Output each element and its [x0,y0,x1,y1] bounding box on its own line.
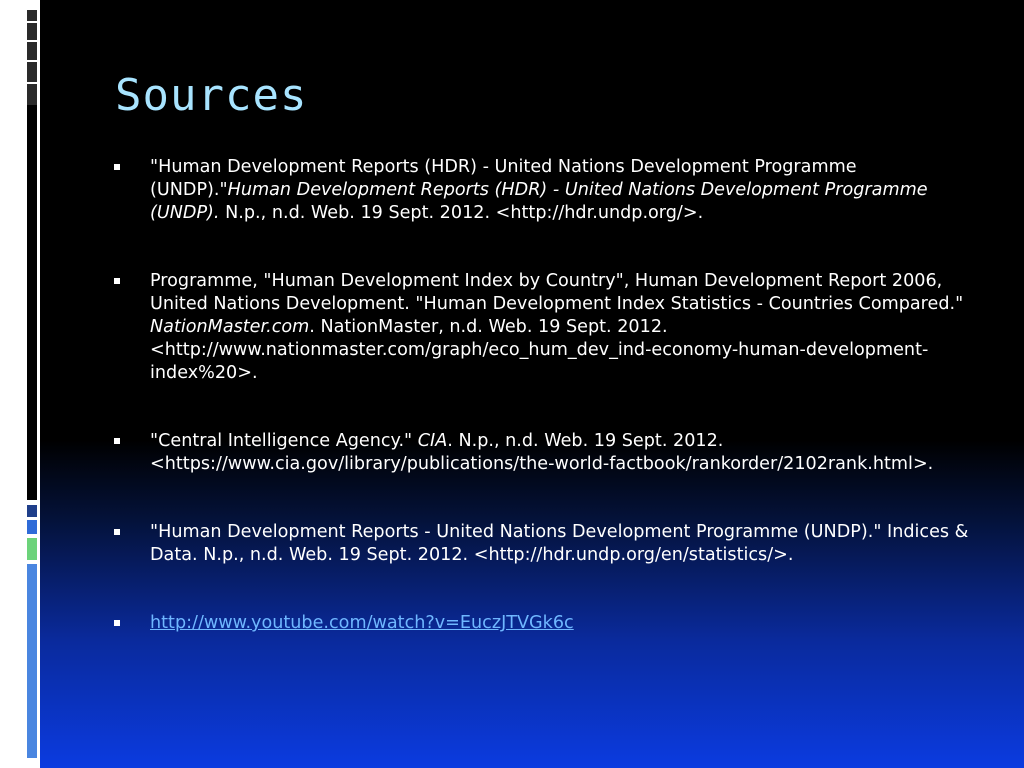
bullet-icon [114,529,120,535]
source-title-italic: CIA [417,431,448,451]
deco-bar-bottom [27,564,37,758]
source-title-italic: Human Development Reports (HDR) - United Nations Development Programme (UNDP). [150,180,928,223]
list-item [112,612,972,635]
bullet-icon [114,438,120,444]
source-text: Programme, "Human Development Index by Country", Human Development Report 2006, United Nations Development. "Human Development Index Statistics - Countries Compared." [150,271,964,314]
bullet-icon [114,278,120,284]
deco-line [27,82,37,84]
deco-line [27,21,37,23]
deco-bar-top [27,10,37,105]
source-title-italic: NationMaster.com [150,317,310,337]
bullet-icon [114,164,120,170]
source-text: "Human Development Reports (HDR) - United Nations Development Programme (UNDP)." [150,157,857,200]
list-item [112,270,972,385]
list-item [112,521,972,567]
source-text: . NationMaster, n.d. Web. 19 Sept. 2012. <http://www.nationmaster.com/graph/eco_hum_dev_ind-economy-human-development-index%20>. [150,317,929,383]
deco-bar-mid [27,105,37,500]
source-text: N.p., n.d. Web. 19 Sept. 2012. <http://hdr.undp.org/>. [219,203,704,223]
source-text: . N.p., n.d. Web. 19 Sept. 2012. <https://www.cia.gov/library/publications/the-world-factbook/rankorder/2102rank.html>. [150,431,934,474]
bullet-icon [114,620,120,626]
list-item [112,156,972,225]
sources-list [112,156,972,635]
deco-bar-blue-dark [27,505,37,517]
list-item [112,430,972,476]
youtube-link[interactable]: http://www.youtube.com/watch?v=EuczJTVGk6c [150,613,574,633]
source-text: "Central Intelligence Agency." [150,431,418,451]
deco-line [27,40,37,42]
deco-bar-blue [27,520,37,534]
source-text: "Human Development Reports - United Nations Development Programme (UNDP)." Indices & Data. N.p., n.d. Web. 19 Sept. 2012. <http://hdr.undp.org/en/statistics/>. [150,522,969,565]
slide-title: Sources [115,70,308,121]
deco-line [27,60,37,62]
deco-bar-green [27,538,37,560]
